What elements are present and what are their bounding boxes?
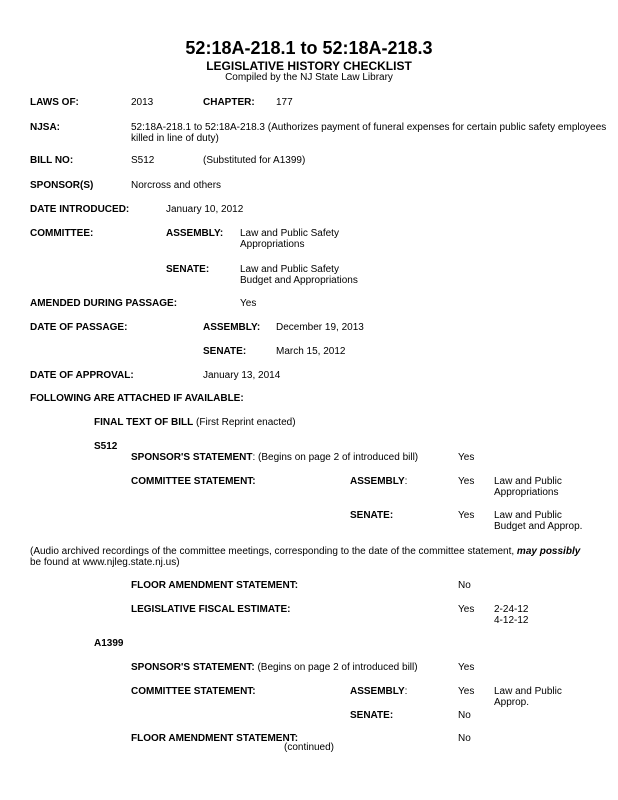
date-of-approval-label: DATE OF APPROVAL:: [30, 370, 134, 381]
bill-no-value: S512: [131, 155, 155, 166]
s512-fiscal-value: Yes: [458, 604, 475, 615]
laws-of-value: 2013: [131, 97, 154, 108]
page-subtitle: LEGISLATIVE HISTORY CHECKLIST: [206, 59, 412, 73]
committee-assembly-label: ASSEMBLY:: [166, 228, 224, 239]
passage-senate-label: SENATE:: [203, 346, 247, 357]
a1399-committee-label: COMMITTEE STATEMENT:: [131, 686, 256, 697]
s512-sponsor-label: SPONSOR'S STATEMENT: [131, 452, 253, 463]
s512-senate-committee-1: Law and Public: [494, 510, 562, 521]
date-introduced-value: January 10, 2012: [166, 204, 244, 215]
compiled-by: Compiled by the NJ State Law Library: [225, 72, 393, 83]
s512-fiscal-date-2: 4-12-12: [494, 615, 529, 626]
a1399-sponsor-value: Yes: [458, 662, 475, 673]
amended-value: Yes: [240, 298, 257, 309]
passage-assembly-label: ASSEMBLY:: [203, 322, 261, 333]
passage-senate-value: March 15, 2012: [276, 346, 346, 357]
sponsor-label: SPONSOR(S): [30, 180, 94, 191]
a1399-assembly-colon: :: [404, 686, 408, 697]
s512-senate-committee-2: Budget and Approp.: [494, 521, 583, 532]
date-introduced-label: DATE INTRODUCED:: [30, 204, 130, 215]
s512-assembly-colon: :: [404, 476, 408, 487]
s512-committee-label: COMMITTEE STATEMENT:: [131, 476, 256, 487]
a1399-assembly-value: Yes: [458, 686, 475, 697]
date-of-passage-label: DATE OF PASSAGE:: [30, 322, 128, 333]
a1399-senate-value: No: [458, 710, 471, 721]
s512-heading: S512: [94, 441, 118, 452]
s512-assembly-committee-2: Appropriations: [494, 487, 559, 498]
page-title: 52:18A-218.1 to 52:18A-218.3: [185, 38, 433, 58]
s512-sponsor-statement: [131, 452, 418, 464]
audio-note-start: (Audio archived recordings of the committee meetings, corresponding to the date of the committee statement,: [30, 546, 517, 557]
final-text-label: FINAL TEXT OF BILL: [94, 417, 194, 428]
bill-no-label: BILL NO:: [30, 155, 74, 166]
s512-assembly: [350, 476, 407, 488]
s512-assembly-committee-1: Law and Public: [494, 476, 562, 487]
committee-assembly-1: Law and Public Safety: [240, 228, 339, 239]
committee-senate-1: Law and Public Safety: [240, 264, 339, 275]
a1399-floor-value: No: [458, 733, 471, 744]
a1399-sponsor-statement: [131, 662, 418, 674]
continued-note: (continued): [283, 742, 335, 753]
a1399-assembly-committee-2: Approp.: [494, 697, 530, 708]
chapter-value: 177: [276, 97, 293, 108]
s512-senate-label: SENATE:: [350, 510, 394, 521]
sponsor-value: Norcross and others: [131, 180, 222, 191]
a1399-assembly-label: ASSEMBLY: [350, 686, 405, 697]
final-text-line: [94, 417, 296, 429]
njsa-line-2: killed in line of duty): [131, 133, 219, 144]
a1399-sponsor-label: SPONSOR'S STATEMENT:: [131, 662, 255, 673]
a1399-heading: A1399: [94, 638, 124, 649]
committee-senate-2: Budget and Appropriations: [240, 275, 358, 286]
s512-floor-label: FLOOR AMENDMENT STATEMENT:: [131, 580, 299, 591]
a1399-assembly: [350, 686, 407, 698]
final-text-note: (First Reprint enacted): [193, 417, 296, 428]
a1399-floor-label: FLOOR AMENDMENT STATEMENT:: [131, 733, 299, 744]
a1399-assembly-committee-1: Law and Public: [494, 686, 562, 697]
njsa-label: NJSA:: [30, 122, 61, 133]
s512-fiscal-label: LEGISLATIVE FISCAL ESTIMATE:: [131, 604, 291, 615]
s512-assembly-label: ASSEMBLY: [350, 476, 405, 487]
amended-label: AMENDED DURING PASSAGE:: [30, 298, 178, 309]
s512-fiscal-date-1: 2-24-12: [494, 604, 529, 615]
s512-senate-value: Yes: [458, 510, 475, 521]
bill-substituted: (Substituted for A1399): [203, 155, 306, 166]
committee-senate-label: SENATE:: [166, 264, 210, 275]
committee-label: COMMITTEE:: [30, 228, 94, 239]
njsa-line-1: 52:18A-218.1 to 52:18A-218.3 (Authorizes payment of funeral expenses for certain public safety employees: [131, 122, 607, 133]
committee-assembly-2: Appropriations: [240, 239, 305, 250]
s512-assembly-value: Yes: [458, 476, 475, 487]
laws-of-label: LAWS OF:: [30, 97, 79, 108]
s512-sponsor-note: : (Begins on page 2 of introduced bill): [252, 452, 419, 463]
date-of-approval-value: January 13, 2014: [203, 370, 281, 381]
audio-note-emphasis: may possibly: [516, 546, 581, 557]
s512-sponsor-value: Yes: [458, 452, 475, 463]
passage-assembly-value: December 19, 2013: [276, 322, 364, 333]
chapter-label: CHAPTER:: [203, 97, 255, 108]
a1399-sponsor-note: (Begins on page 2 of introduced bill): [254, 662, 418, 673]
a1399-senate-label: SENATE:: [350, 710, 394, 721]
attached-heading: FOLLOWING ARE ATTACHED IF AVAILABLE:: [30, 393, 244, 404]
audio-note-line-2: be found at www.njleg.state.nj.us): [30, 557, 180, 568]
s512-floor-value: No: [458, 580, 471, 591]
